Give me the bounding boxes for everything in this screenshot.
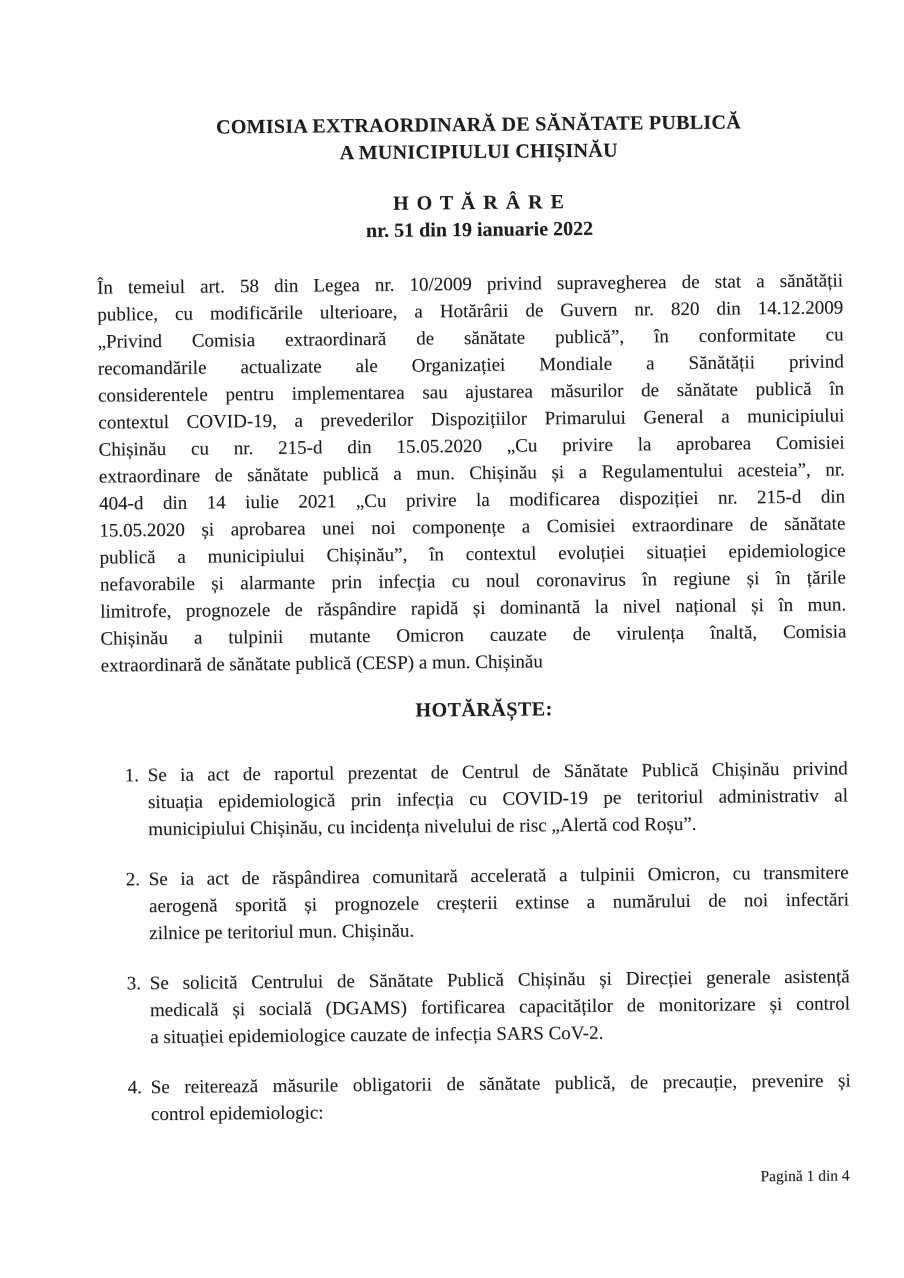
- preamble-line: „Privind Comisia extraordinară de sănătate publică”, în conformitate cu: [97, 324, 844, 353]
- preamble-line: limitrofe, prognozele de răspândire rapidă și dominantă la nivel național și în mun.: [100, 594, 847, 623]
- preamble-line: Chișinău a tulpinii mutante Omicron cauzate de virulența înaltă, Comisia: [100, 621, 847, 650]
- list-item-3: [126, 963, 851, 1051]
- item-line: aerogenă sporită și prognozele creșterii extinse a numărului de noi infectări: [148, 889, 850, 918]
- preamble-line: extraordinare de sănătate publică a mun. Chișinău și a Regulamentului acesteia”, nr.: [98, 459, 845, 488]
- item-line: Se ia act de raportul prezentat de Centrul de Sănătate Publică Chișinău privind: [147, 758, 848, 787]
- preamble-line: 404-d din 14 iulie 2021 „Cu privire la modificarea dispoziției nr. 215-d din: [99, 486, 846, 515]
- list-item-2: [125, 859, 850, 947]
- page-number: Pagină 1 din 4: [760, 1167, 850, 1186]
- preamble-line: publică a municipiului Chișinău”, în contextul evoluției situației epidemiologice: [99, 540, 846, 569]
- preamble-line: contextul COVID-19, a prevederilor Dispozițiilor Primarului General a municipiului: [98, 405, 845, 434]
- preamble: [97, 267, 847, 679]
- resolution-heading: HOTĂRĂȘTE:: [415, 698, 553, 722]
- item-line: municipiului Chișinău, cu incidența nivelului de risc „Alertă cod Roșu”.: [148, 813, 697, 841]
- item-line: control epidemiologic:: [150, 1102, 324, 1126]
- list-item-1: [124, 755, 849, 843]
- list-item-4: [127, 1067, 851, 1128]
- page-content: [94, 0, 851, 1194]
- item-line: situația epidemiologică prin infecția cu COVID-19 pe teritoriul administrativ al: [147, 785, 849, 814]
- item-line: Se solicită Centrului de Sănătate Publică Chișinău și Direcției generale asistență: [149, 966, 850, 995]
- preamble-line: Chișinău cu nr. 215-d din 15.05.2020 „Cu privire la aprobarea Comisiei: [98, 432, 845, 461]
- org-title-line2: A MUNICIPIULUI CHIȘINĂU: [339, 139, 618, 165]
- preamble-line: nefavorabile și alarmante prin infecția cu noul coronavirus în regiune și în țările: [99, 567, 846, 596]
- item-line: a situației epidemiologice cauzate de infecția SARS CoV-2.: [150, 1022, 604, 1049]
- item-lines: [148, 755, 849, 843]
- preamble-line: În temeiul art. 58 din Legea nr. 10/2009 privind supravegherea de stat a sănătății: [96, 270, 844, 299]
- item-line: medicală și socială (DGAMS) fortificarea capacităților de monitorizare și control: [149, 993, 851, 1022]
- resolution-list: [124, 755, 851, 1128]
- item-lines: [149, 859, 850, 947]
- document-header: [105, 108, 851, 169]
- item-line: zilnice pe teritoriul mun. Chișinău.: [149, 920, 415, 945]
- preamble-line: publice, cu modificările ulterioare, a Hotărârii de Guvern nr. 820 din 14.12.2009: [97, 297, 844, 326]
- item-number: 3.: [126, 973, 142, 995]
- item-line: Se ia act de răspândirea comunitară accelerată a tulpinii Omicron, cu transmitere: [148, 862, 849, 891]
- page-footer: [106, 1166, 852, 1193]
- item-number: 4.: [127, 1077, 143, 1099]
- item-number: 1.: [124, 765, 140, 787]
- preamble-line: 15.05.2020 și aprobarea unei noi componențe a Comisiei extraordinare de sănătate: [99, 513, 846, 542]
- doc-number: nr. 51 din 19 ianuarie 2022: [365, 217, 594, 243]
- item-line: Se reiterează măsurile obligatorii de sănătate publică, de precauție, prevenire și: [150, 1070, 851, 1099]
- org-title-line1: COMISIA EXTRAORDINARĂ DE SĂNĂTATE PUBLICĂ: [215, 111, 742, 139]
- item-lines: [150, 963, 851, 1051]
- item-lines: [151, 1067, 851, 1128]
- item-number: 2.: [125, 869, 141, 891]
- preamble-line: extraordinară de sănătate publică (CESP) a mun. Chișinău: [100, 651, 543, 677]
- preamble-line: recomandările actualizate ale Organizației Mondiale a Sănătății privind: [97, 351, 844, 380]
- doc-type-title: H O T Ă R Â R E: [392, 191, 566, 215]
- preamble-line: considerentele pentru implementarea sau ajustarea măsurilor de sănătate publică în: [97, 378, 845, 407]
